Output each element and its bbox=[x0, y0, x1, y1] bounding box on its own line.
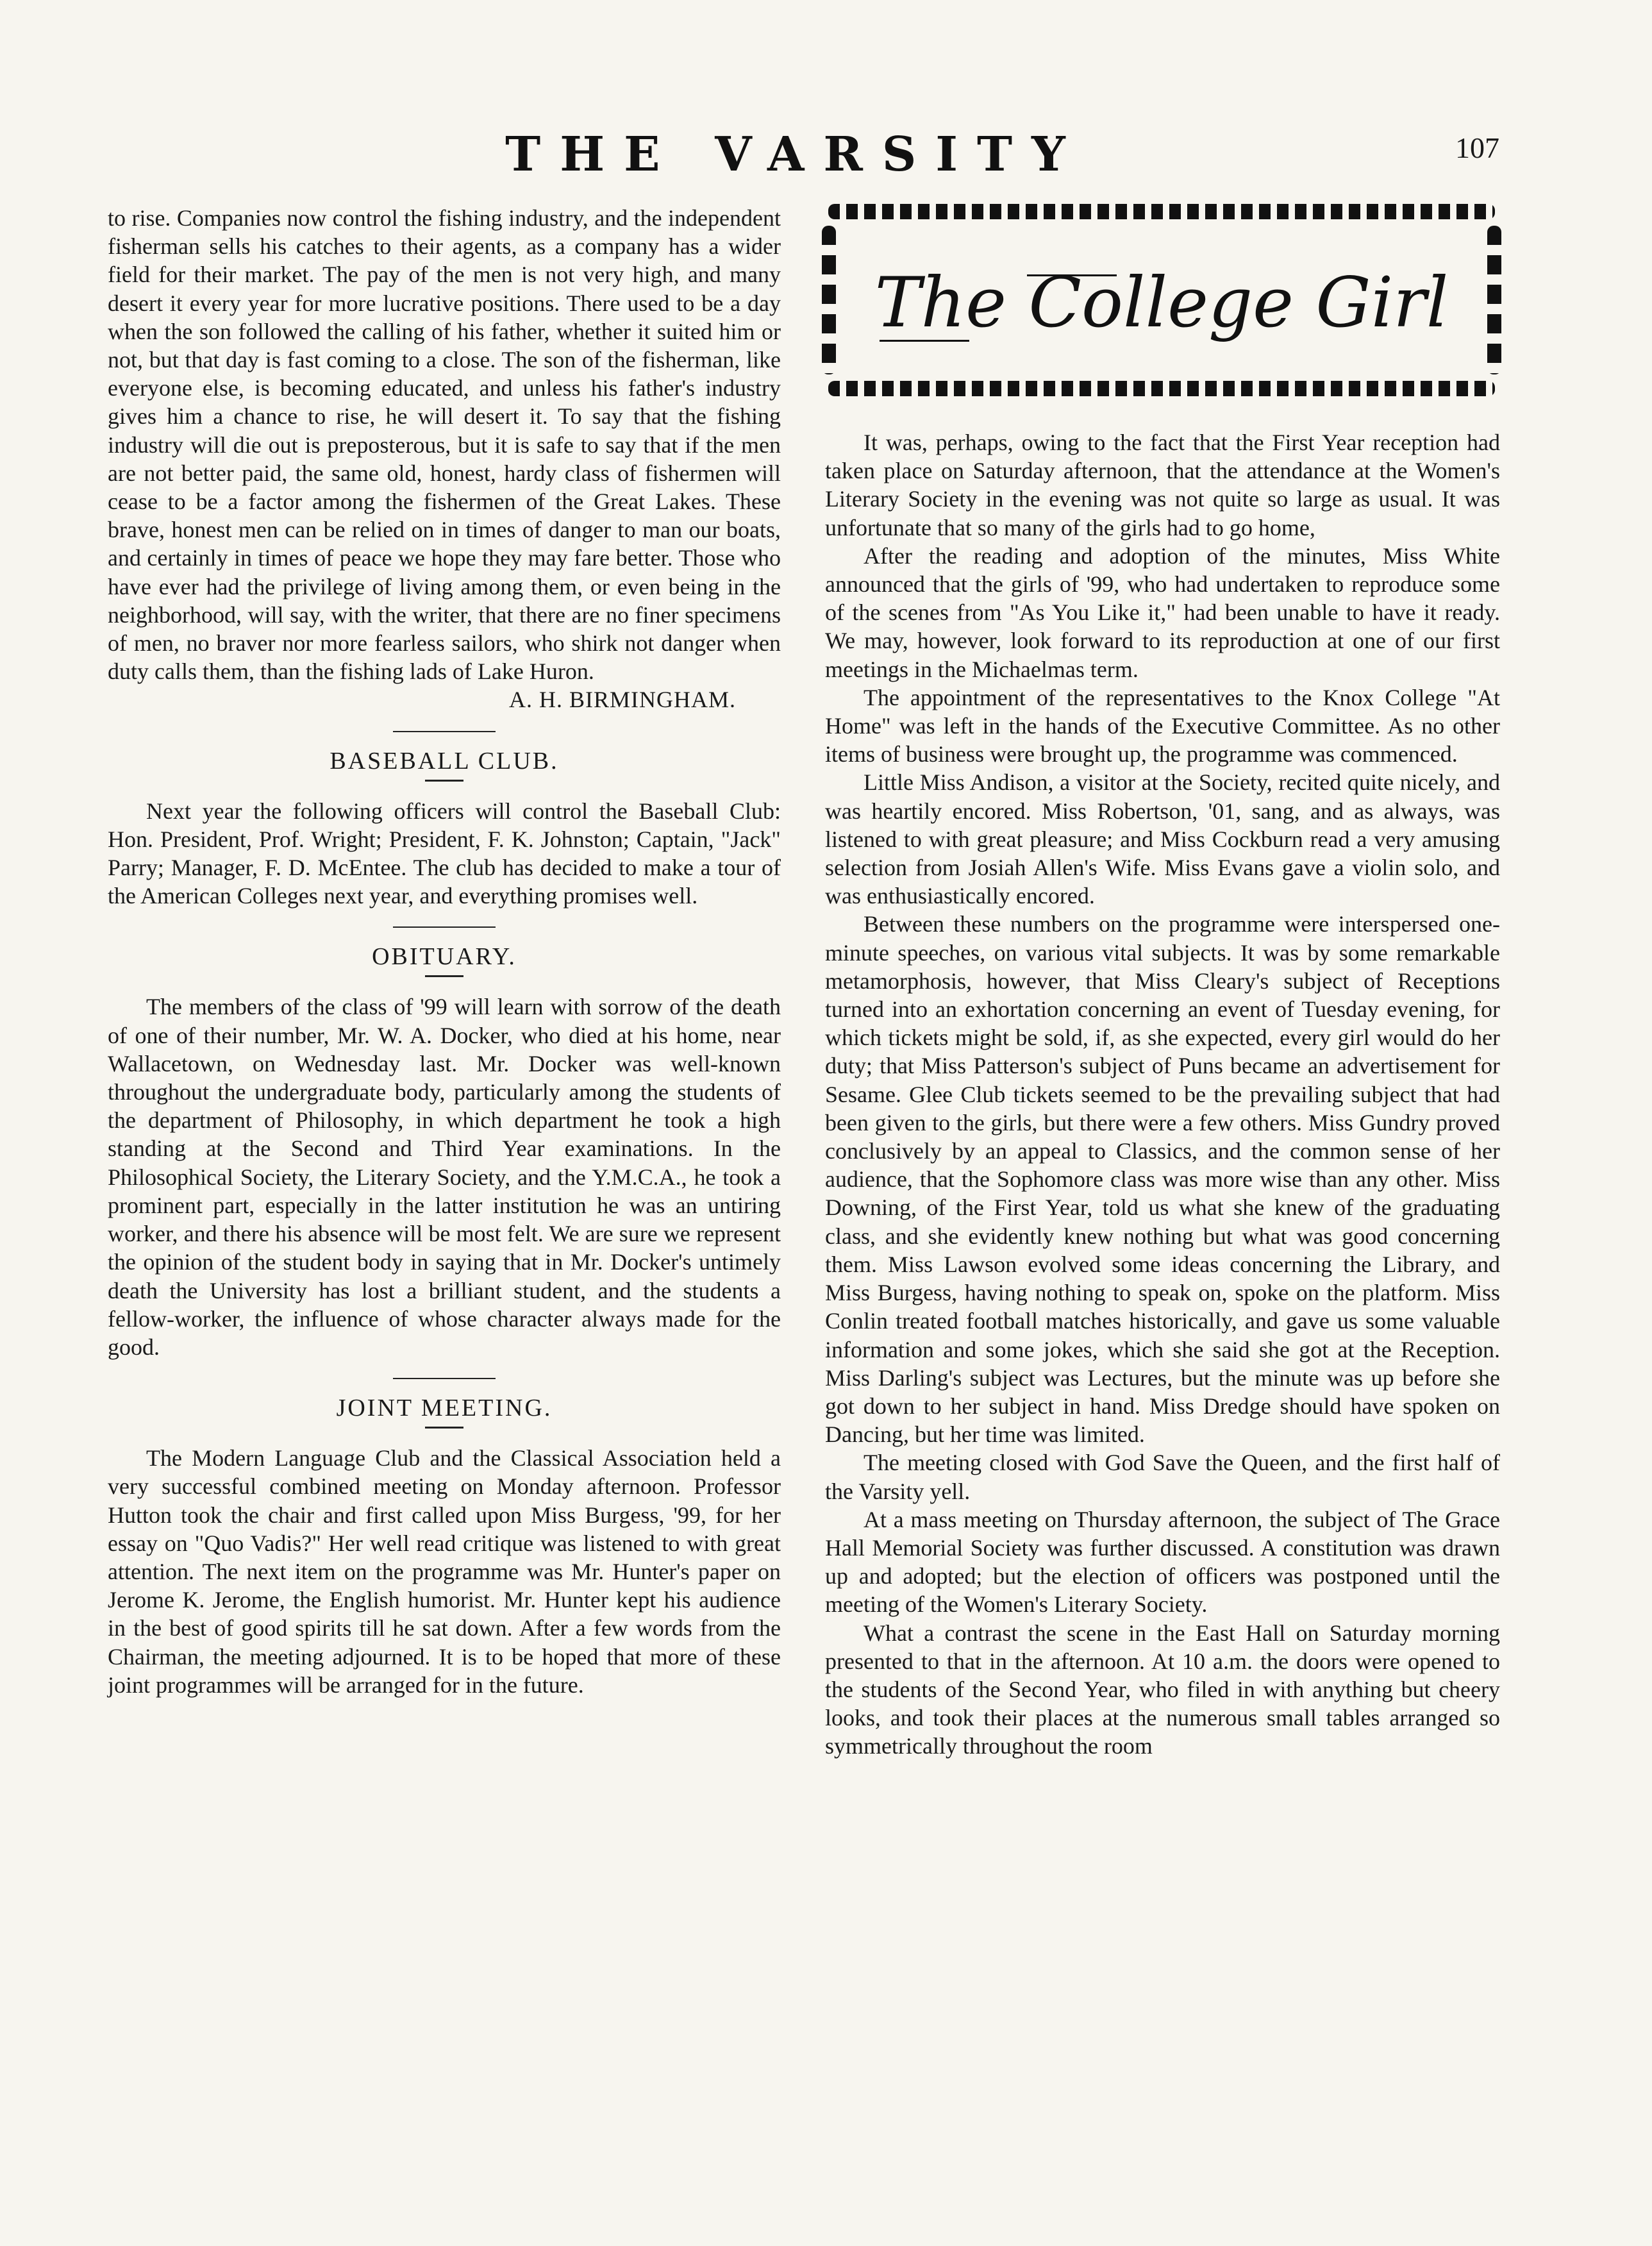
obituary-paragraph: The members of the class of '99 will learn with sorrow of the death of one of their number, Mr. W. A. Docker, who died at his home, near Wallacetown, on Wednesday last. Mr. Docker was well-known throughout the undergraduate body, particularly among the students of the department of Philosophy, in which department he took a high standing at the Second and Third Year examinations. In the Philosophical Society, the Literary Society, and the Y.M.C.A., he took a prominent part, especially in the latter institution he was an untiring worker, and there his absence will be most felt. We are sure we represent the opinion of the student body in saying that in Mr. Docker's untimely death the University has lost a brilliant student, and the students a fellow-worker, the influence of whose character always made for the good. bbox=[108, 994, 781, 1360]
section-divider bbox=[393, 731, 496, 732]
article-paragraph: It was, perhaps, owing to the fact that the First Year reception had taken place on Saturday afternoon, that the attendance at the Women's Literary Society in the evening was not quite so large as usual. It was unfortunate that so many of the girls had to go home, bbox=[825, 430, 1500, 541]
baseball-paragraph: Next year the following officers will control the Baseball Club: Hon. President, Prof. Wright; President, F. K. Johnston; Captain, "Jack" Parry; Manager, F. D. McEntee. The club has decided to make a tour of the American Colleges next year, and everything promises well. bbox=[108, 798, 781, 909]
article-paragraph: The meeting closed with God Save the Queen, and the first half of the Varsity yell. bbox=[825, 1450, 1500, 1504]
heading-underline bbox=[425, 1427, 463, 1429]
ornament-border-bottom bbox=[828, 381, 1495, 396]
baseball-heading: BASEBALL CLUB. bbox=[330, 747, 559, 775]
article-paragraph: What a contrast the scene in the East Hall on Saturday morning presented to that in the afternoon. At 10 a.m. the doors were opened to the students of the Second Year, who filed in with anything but cheery looks, and took their places at the numerous small tables arranged so symmetrically throughout the room bbox=[825, 1620, 1500, 1759]
article-paragraph: to rise. Companies now control the fishing industry, and the independent fisherman sells his catches to their agents, as a company has a wider field for their market. The pay of the men is not very high, and many desert it every year for more lucrative positions. There used to be a day when the son followed the calling of his father, whether it suited him or not, but that day is fast coming to a close. The son of the fisherman, like everyone else, is becoming educated, and unless his father's industry gives him a chance to rise, he will desert it. To say that the fishing industry will die out is preposterous, but it is safe to say that if the men are not better paid, the same old, honest, hardy class of fishermen will cease to be a factor among the fishermen of the Great Lakes. These brave, honest men can be relied on in times of danger to man our boats, and certainly in times of peace we hope they may fare better. Those who have ever had the privilege of living among them, or even being in the neighborhood, will say, with the writer, that there are no finer specimens of men, no braver nor more fearless sailors, who shirk not danger when duty calls them, than the fishing lads of Lake Huron. bbox=[108, 205, 781, 685]
section-title: The College Girl bbox=[874, 263, 1449, 343]
joint-meeting-heading: JOINT MEETING. bbox=[336, 1395, 553, 1422]
ornament-border-left bbox=[822, 226, 836, 374]
article-paragraph: Between these numbers on the programme were interspersed one-minute speeches, on various vital subjects. It was by some remarkable metamorphosis, however, that Miss Cleary's subject of Receptions turned into an exhortation concerning an event of Tuesday evening, for which tickets might be sold, if, as she expected, every girl would do her duty; that Miss Patterson's subject of Puns became an advertisement for Sesame. Glee Club tickets seemed to be the prevailing subject that had been given to the girls, but there were a few others. Miss Gundry proved conclusively by an appeal to Classics, and the common sense of her audience, that the Sophomore class was more wise than any other. Miss Downing, of the First Year, told us what she knew of the graduating class, and she evidently knew nothing but what was good concerning them. Miss Lawson evolved some ideas concerning the Library, and Miss Burgess, having nothing to speak on, spoke on the platform. Miss Conlin treated football matches historically, and gave us some valuable information and some jokes, which she said she got at the Reception. Miss Darling's subject was Lectures, but the minute was up before she got down to her subject in hand. Miss Dredge should have spoken on Dancing, but her time was limited. bbox=[825, 911, 1500, 1448]
heading-underline bbox=[425, 780, 463, 782]
article-paragraph: After the reading and adoption of the minutes, Miss White announced that the girls of '99, who had undertaken to reproduce some of the scenes from "As You Like it," had been unable to have it ready. We may, however, look forward to its reproduction at one of our first meetings in the Michaelmas term. bbox=[825, 542, 1500, 682]
section-divider bbox=[393, 926, 496, 928]
right-column bbox=[825, 428, 1500, 1761]
ornament-border-right bbox=[1487, 226, 1501, 374]
article-paragraph: At a mass meeting on Thursday afternoon, the subject of The Grace Hall Memorial Society was further discussed. A constitution was drawn up and adopted; but the election of officers was postponed until the meeting of the Women's Literary Society. bbox=[825, 1506, 1500, 1618]
heading-underline bbox=[425, 975, 463, 977]
page-number: 107 bbox=[1455, 131, 1499, 164]
masthead-title: THE VARSITY bbox=[505, 127, 1085, 182]
college-girl-header bbox=[822, 204, 1501, 396]
ornament-border-top bbox=[828, 204, 1495, 219]
article-signature: A. H. BIRMINGHAM. bbox=[508, 687, 736, 713]
obituary-heading: OBITUARY. bbox=[372, 943, 517, 971]
article-paragraph: The appointment of the representatives to the Knox College "At Home" was left in the hands of the Executive Committee. As no other items of business were brought up, the programme was commenced. bbox=[825, 684, 1500, 767]
left-column bbox=[108, 204, 781, 1699]
section-divider bbox=[393, 1378, 496, 1379]
article-paragraph: Little Miss Andison, a visitor at the Society, recited quite nicely, and was heartily encored. Miss Robertson, '01, sang, and as always, was listened to with great pleasure; and Miss Cockburn read a very amusing selection from Josiah Allen's Wife. Miss Evans gave a violin solo, and was enthusiastically encored. bbox=[825, 769, 1500, 909]
joint-meeting-paragraph: The Modern Language Club and the Classical Association held a very successful combined meeting on Monday afternoon. Professor Hutton took the chair and first called upon Miss Burgess, '99, for her essay on "Quo Vadis?" Her well read critique was listened to with great attention. The next item on the programme was Mr. Hunter's paper on Jerome K. Jerome, the English humorist. Mr. Hunter kept his audience in the best of good spirits till he sat down. After a few words from the Chairman, the meeting adjourned. It is to be hoped that more of these joint programmes will be arranged for in the future. bbox=[108, 1445, 781, 1698]
